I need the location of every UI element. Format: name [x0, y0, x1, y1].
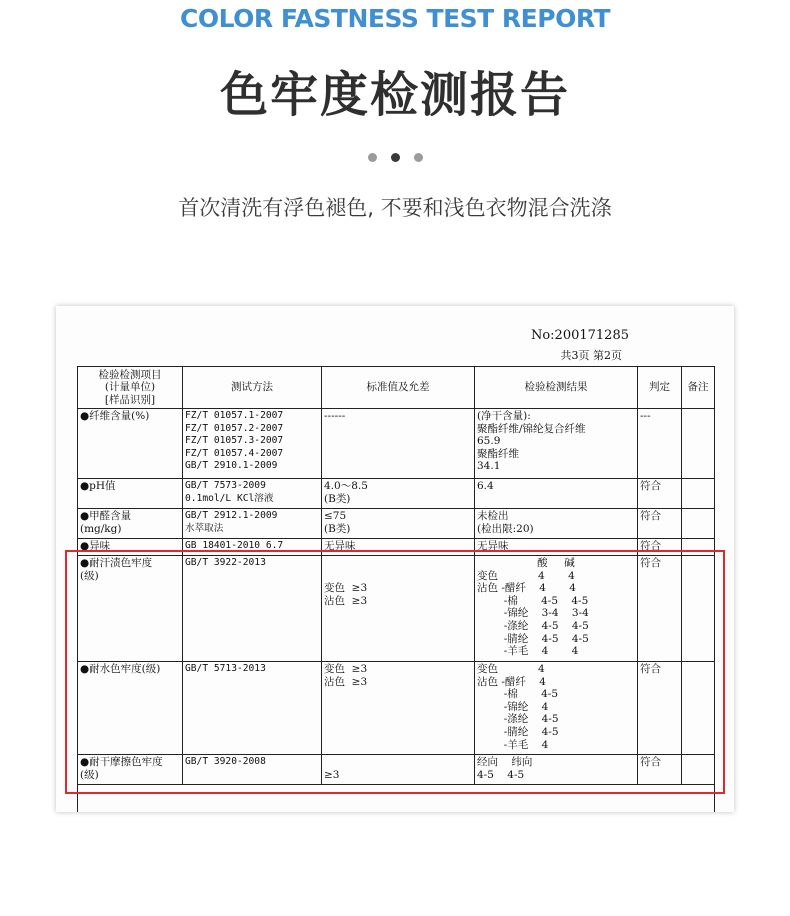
chinese-title: 色牢度检测报告	[219, 67, 570, 123]
pagination-dots	[0, 153, 790, 162]
cell-remark	[682, 479, 715, 509]
cell-verdict: ---	[638, 409, 682, 479]
cell-standard: ------	[322, 409, 475, 479]
cell-item: ●耐汗渍色牢度 (级)	[78, 556, 183, 662]
cell-verdict: 符合	[638, 755, 682, 785]
table-row-empty	[78, 785, 715, 813]
cell-item: ●异味	[78, 539, 183, 556]
cell-standard: 变色 ≥3 沾色 ≥3	[322, 556, 475, 662]
cell-verdict: 符合	[638, 662, 682, 755]
cell-remark	[682, 509, 715, 539]
column-header-result: 检验检测结果	[475, 367, 638, 409]
table-row	[78, 539, 715, 556]
cell-remark	[682, 539, 715, 556]
page-dot[interactable]	[368, 153, 377, 162]
cell-method: GB/T 3922-2013	[183, 556, 322, 662]
page-dot[interactable]	[414, 153, 423, 162]
cell-item: ●pH值	[78, 479, 183, 509]
cell-result: 变色 4 沾色 -醋纤 4 -棉 4-5 -锦纶 4 -涤纶 4-5 -腈纶 4-5 -羊毛 4	[475, 662, 638, 755]
cell-result: 经向 纬向 4-5 4-5	[475, 755, 638, 785]
cell-remark	[682, 409, 715, 479]
cell-method: GB/T 2912.1-2009 水萃取法	[183, 509, 322, 539]
cell-verdict: 符合	[638, 539, 682, 556]
test-results-table	[77, 366, 715, 812]
cell-result: 未检出 (检出限:20)	[475, 509, 638, 539]
cell-method: GB 18401-2010 6.7	[183, 539, 322, 556]
cell-item: ●甲醛含量 (mg/kg)	[78, 509, 183, 539]
cell-item: ●纤维含量(%)	[78, 409, 183, 479]
cell-standard: 无异味	[322, 539, 475, 556]
cell-standard: ≥3	[322, 755, 475, 785]
cell-verdict: 符合	[638, 556, 682, 662]
cell-item: ●耐干摩擦色牢度 (级)	[78, 755, 183, 785]
table-row	[78, 556, 715, 662]
english-title: COLOR FASTNESS TEST REPORT	[179, 4, 611, 33]
report-number: No:200171285	[530, 328, 629, 343]
cell-result: (净干含量): 聚酯纤维/锦纶复合纤维 65.9 聚酯纤维 34.1	[475, 409, 638, 479]
cell-result: 6.4	[475, 479, 638, 509]
table-row	[78, 409, 715, 479]
cell-remark	[682, 755, 715, 785]
table-row	[78, 755, 715, 785]
report-document	[56, 306, 734, 812]
cell-standard: ≤75 (B类)	[322, 509, 475, 539]
column-header-method: 测试方法	[183, 367, 322, 409]
cell-result: 无异味	[475, 539, 638, 556]
care-instruction: 首次清洗有浮色褪色, 不要和浅色衣物混合洗涤	[178, 196, 612, 220]
column-header-remark: 备注	[682, 367, 715, 409]
cell-standard: 4.0～8.5 (B类)	[322, 479, 475, 509]
table-row	[78, 662, 715, 755]
table-row	[78, 479, 715, 509]
cell-method: GB/T 5713-2013	[183, 662, 322, 755]
cell-remark	[682, 556, 715, 662]
cell-empty	[78, 785, 715, 813]
cell-method: GB/T 7573-2009 0.1mol/L KCl溶液	[183, 479, 322, 509]
table-row	[78, 509, 715, 539]
cell-verdict: 符合	[638, 509, 682, 539]
cell-verdict: 符合	[638, 479, 682, 509]
column-header-standard: 标准值及允差	[322, 367, 475, 409]
page-info: 共3页 第2页	[560, 349, 622, 362]
column-header-verdict: 判定	[638, 367, 682, 409]
column-header-item: 检验检测项目 (计量单位) [样品识别]	[78, 367, 183, 409]
cell-method: FZ/T 01057.1-2007 FZ/T 01057.2-2007 FZ/T 01057.3-2007 FZ/T 01057.4-2007 GB/T 2910.1-2009	[183, 409, 322, 479]
cell-result: 酸 碱 变色 4 4 沾色 -醋纤 4 4 -棉 4-5 4-5 -锦纶 3-4 3-4 -涤纶 4-5 4-5 -腈纶 4-5 4-5 -羊毛 4 4	[475, 556, 638, 662]
page-dot-active[interactable]	[391, 153, 400, 162]
table-header-row	[78, 367, 715, 409]
cell-item: ●耐水色牢度(级)	[78, 662, 183, 755]
cell-method: GB/T 3920-2008	[183, 755, 322, 785]
cell-remark	[682, 662, 715, 755]
cell-standard: 变色 ≥3 沾色 ≥3	[322, 662, 475, 755]
